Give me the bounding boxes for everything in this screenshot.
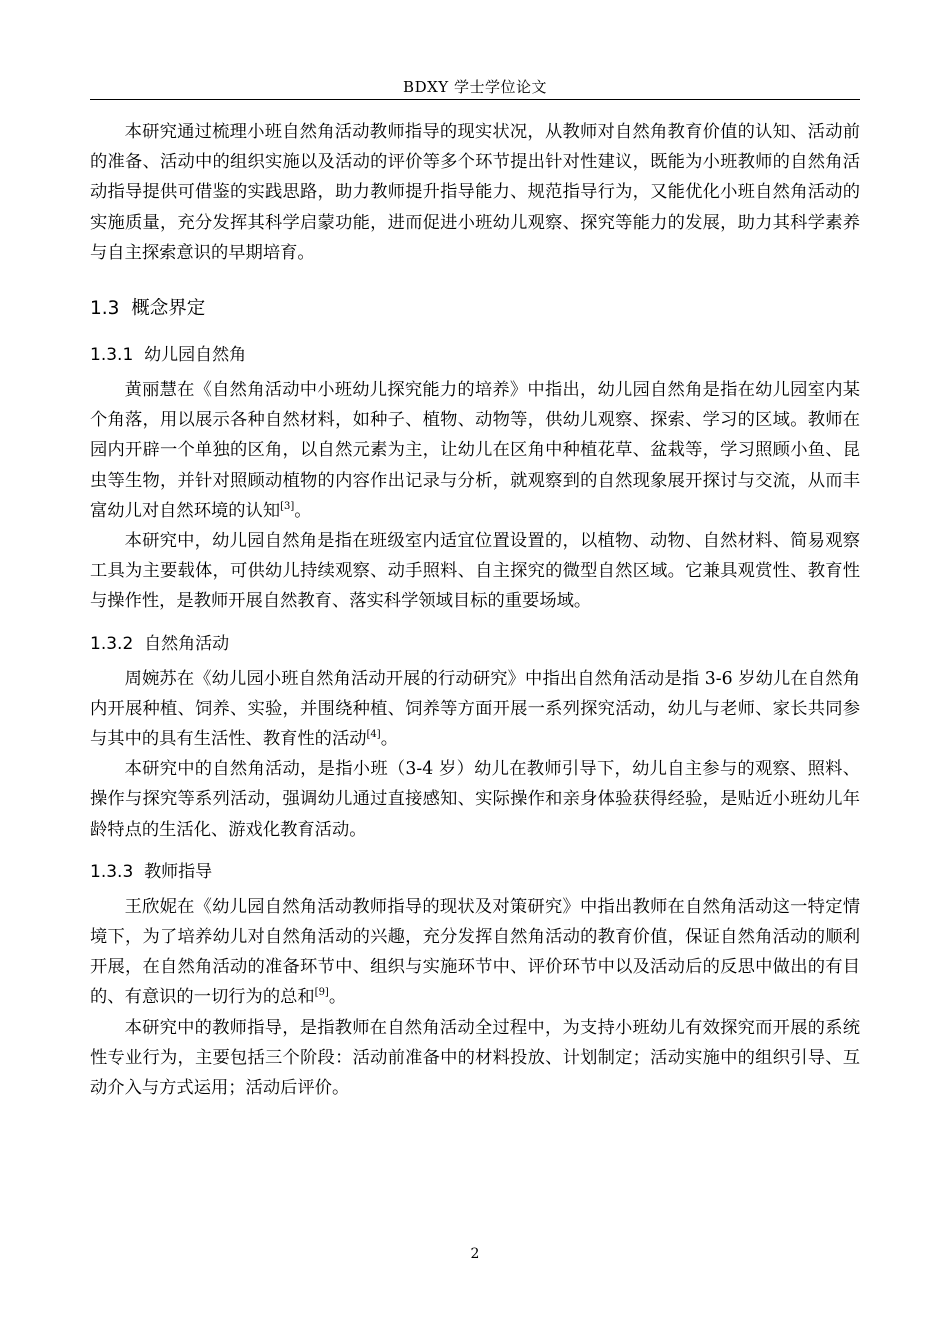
paragraph-end: 。	[380, 729, 398, 750]
section-heading	[90, 294, 860, 324]
subsection-heading-1	[90, 340, 860, 370]
page-number: 2	[470, 1246, 480, 1262]
section-number: 1.3	[90, 298, 120, 320]
paragraph-text: 王欣妮在《幼儿园自然角活动教师指导的现状及对策研究》中指出教师在自然角活动这一特定情境下，为了培养幼儿对自然角活动的兴趣，充分发挥自然角活动的教育价值，保证自然角活动的顺利开展，在自然角活动的准备环节中、组织与实施环节中、评价环节中以及活动后的反思中做出的有目的、有意识的一切行为的总和	[90, 896, 860, 1008]
subsection-title: 教师指导	[144, 861, 213, 882]
citation-ref: [9]	[314, 987, 329, 999]
paragraph	[90, 892, 860, 1013]
citation-ref: [3]	[280, 501, 295, 513]
section-title: 概念界定	[131, 298, 206, 320]
subsection-number: 1.3.1	[90, 345, 134, 366]
paragraph	[90, 664, 860, 755]
paragraph	[90, 375, 860, 526]
subsection-number: 1.3.2	[90, 633, 134, 654]
subsection-heading-3	[90, 857, 860, 887]
page-body	[90, 117, 860, 1103]
running-header: BDXY 学士学位论文	[403, 78, 547, 96]
intro-paragraph: 本研究通过梳理小班自然角活动教师指导的现实状况，从教师对自然角教育价值的认知、活动前的准备、活动中的组织实施以及活动的评价等多个环节提出针对性建议，既能为小班教师的自然角活动指导提供可借鉴的实践思路，助力教师提升指导能力、规范指导行为，又能优化小班自然角活动的实施质量，充分发挥其科学启蒙功能，进而促进小班幼儿观察、探究等能力的发展，助力其科学素养与自主探索意识的早期培育。	[90, 122, 860, 263]
subsection-title: 自然角活动	[144, 633, 230, 654]
paragraph-text: 黄丽慧在《自然角活动中小班幼儿探究能力的培养》中指出，幼儿园自然角是指在幼儿园室内某个角落，用以展示各种自然材料，如种子、植物、动物等，供幼儿观察、探索、学习的区域。教师在园内开辟一个单独的区角，以自然元素为主，让幼儿在区角中种植花草、盆栽等，学习照顾小鱼、昆虫等生物，并针对照顾动植物的内容作出记录与分析，就观察到的自然现象展开探讨与交流，从而丰富幼儿对自然环境的认知	[90, 380, 860, 521]
paragraph-text: 周婉苏在《幼儿园小班自然角活动开展的行动研究》中指出自然角活动是指 3-6 岁幼儿在自然角内开展种植、饲养、实验，并围绕种植、饲养等方面开展一系列探究活动，幼儿与老师、家长共同参与其中的具有生活性、教育性的活动	[90, 668, 860, 750]
citation-ref: [4]	[366, 729, 381, 741]
paragraph-end: 。	[328, 987, 347, 1008]
paragraph: 本研究中的自然角活动，是指小班（3-4 岁）幼儿在教师引导下，幼儿自主参与的观察、照料、操作与探究等系列活动，强调幼儿通过直接感知、实际操作和亲身体验获得经验，是贴近小班幼儿年龄特点的生活化、游戏化教育活动。	[90, 759, 860, 840]
paragraph-end: 。	[294, 500, 312, 521]
subsection-number: 1.3.3	[90, 861, 134, 882]
paragraph: 本研究中，幼儿园自然角是指在班级室内适宜位置设置的，以植物、动物、自然材料、简易观察工具为主要载体，可供幼儿持续观察、动手照料、自主探究的微型自然区域。它兼具观赏性、教育性与操作性，是教师开展自然教育、落实科学领域目标的重要场域。	[90, 531, 860, 612]
header-rule	[90, 99, 860, 100]
paragraph: 本研究中的教师指导，是指教师在自然角活动全过程中，为支持小班幼儿有效探究而开展的系统性专业行为，主要包括三个阶段：活动前准备中的材料投放、计划制定；活动实施中的组织引导、互动介入与方式运用；活动后评价。	[90, 1017, 860, 1099]
subsection-title: 幼儿园自然角	[144, 345, 247, 366]
subsection-heading-2	[90, 629, 860, 659]
